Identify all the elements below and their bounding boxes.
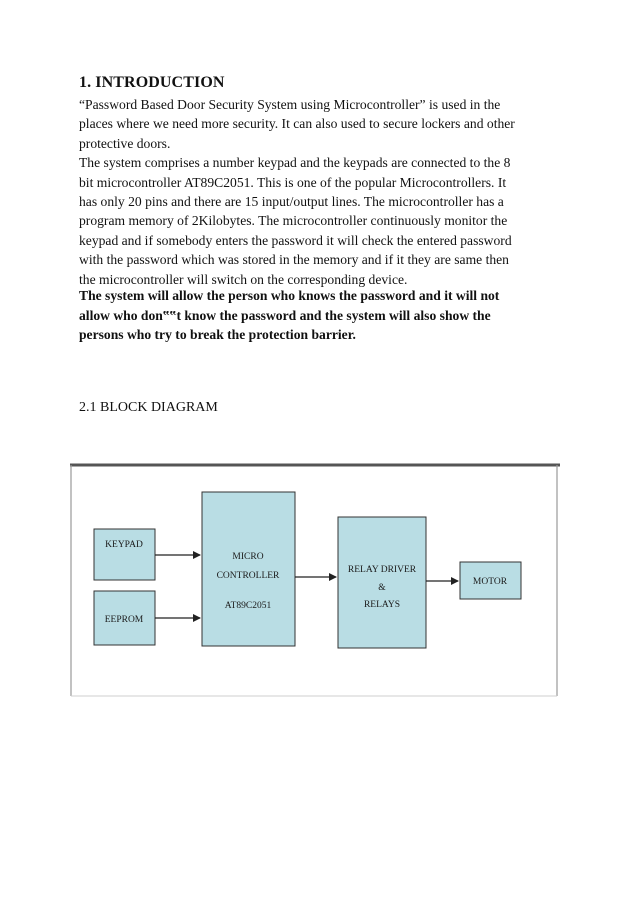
- microcontroller-label-line2: CONTROLLER: [216, 571, 280, 581]
- bold-line: allow who don‟‟t know the password and the system will also show the: [79, 307, 491, 323]
- keypad-block: [94, 529, 155, 580]
- paragraph-line: places where we need more security. It can also used to secure lockers and other: [79, 116, 515, 132]
- paragraph-line: with the password which was stored in the memory and if it they are same then: [79, 252, 509, 268]
- paragraph-line: The system comprises a number keypad and the keypads are connected to the 8: [79, 155, 511, 171]
- microcontroller-label-line3: AT89C2051: [224, 601, 272, 611]
- paragraph-line: keypad and if somebody enters the password it will check the entered password: [79, 232, 512, 248]
- introduction-paragraph: [79, 95, 559, 289]
- relay-label-line3: RELAYS: [363, 600, 401, 610]
- relay-block: [338, 517, 426, 648]
- motor-block: [460, 562, 521, 599]
- relay-label-line2: &: [378, 583, 386, 593]
- paragraph-line: program memory of 2Kilobytes. The microcontroller continuously monitor the: [79, 213, 508, 229]
- section-heading-block-diagram: 2.1 BLOCK DIAGRAM: [79, 400, 218, 415]
- paragraph-line: protective doors.: [79, 135, 171, 151]
- paragraph-line: “Password Based Door Security System using Microcontroller” is used in the: [79, 97, 501, 112]
- block-diagram: [68, 460, 562, 700]
- eeprom-label: EEPROM: [104, 615, 144, 625]
- bold-line: persons who try to break the protection barrier.: [79, 327, 356, 343]
- microcontroller-block: [202, 492, 295, 646]
- paragraph-line: the microcontroller will switch on the corresponding device.: [79, 271, 408, 287]
- microcontroller-label-line1: MICRO: [232, 552, 264, 562]
- motor-label: MOTOR: [472, 577, 508, 587]
- paragraph-line: has only 20 pins and there are 15 input/output lines. The microcontroller has a: [79, 194, 504, 210]
- block-diagram-svg: [68, 460, 562, 700]
- paragraph-line: bit microcontroller AT89C2051. This is one of the popular Microcontrollers. It: [79, 174, 507, 190]
- section-heading-introduction: 1. INTRODUCTION: [79, 74, 225, 91]
- eeprom-block: [94, 591, 155, 645]
- bold-paragraph: [79, 286, 559, 345]
- relay-label-line1: RELAY DRIVER: [347, 565, 417, 575]
- keypad-label: KEYPAD: [105, 540, 143, 550]
- bold-line: The system will allow the person who knows the password and it will not: [79, 288, 500, 303]
